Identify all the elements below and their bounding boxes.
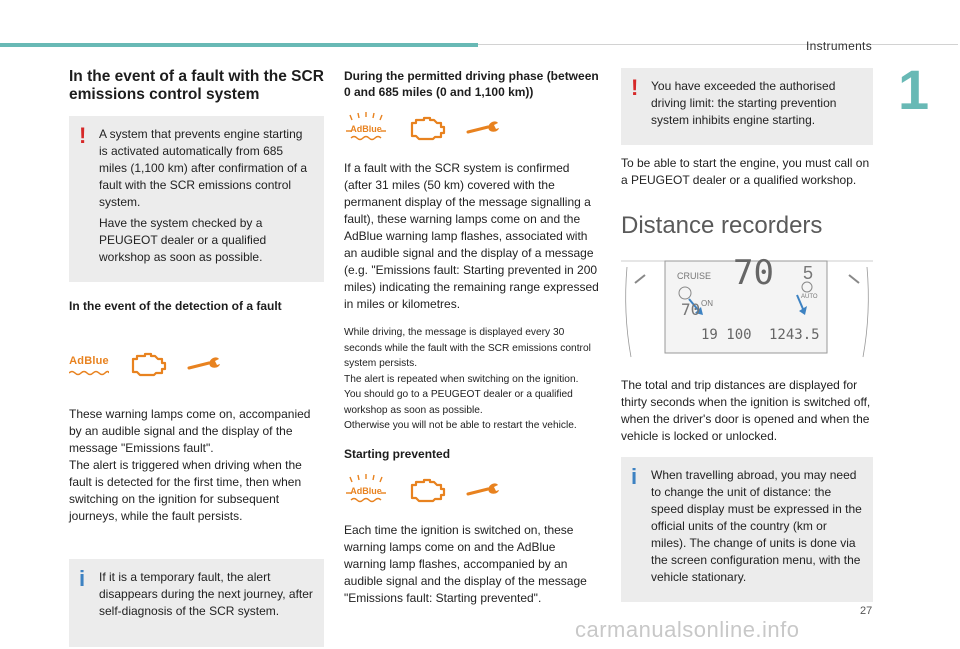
warning-text: You have exceeded the authorised driving limit: the starting prevention system inhibits engine starting. <box>651 79 837 127</box>
set-speed: 70 <box>681 300 701 319</box>
column-3 <box>621 68 873 602</box>
adblue-icon: AdBlue <box>69 353 109 376</box>
info-box <box>69 559 324 647</box>
info-text: If it is a temporary fault, the alert disappears during the next journey, after self-diagnosis of the SCR system. <box>99 570 313 618</box>
note-line: Otherwise you will not be able to restart the vehicle. <box>344 420 577 431</box>
flashing-lamps <box>344 108 599 148</box>
warning-text: A system that prevents engine starting is activated automatically from 685 miles (1,100 km) after confirmation of a fault with the SCR emissions control system. <box>99 127 308 209</box>
cruise-on-label: ON <box>701 299 713 308</box>
wrench-icon <box>187 355 221 373</box>
lamps-paragraph: These warning lamps come on, accompanied by an audible signal and the display of the message "Emissions fault". <box>69 407 311 455</box>
info-icon: i <box>631 464 638 489</box>
column-2 <box>344 68 599 615</box>
section-title: Instruments <box>806 39 872 53</box>
engine-icon <box>408 477 446 503</box>
note-line: The alert is repeated when switching on the ignition. <box>344 373 579 385</box>
permitted-phase-heading: During the permitted driving phase (between 0 and 685 miles (0 and 1,100 km)) <box>344 69 599 99</box>
info-text: When travelling abroad, you may need to change the unit of distance: the speed display must be expressed in the official units of the country (km or miles). The change of units is done via the screen configuration menu, with the vehicle stationary. <box>651 468 862 584</box>
total-distance: 19 100 <box>701 327 752 343</box>
warning-lamps <box>69 344 324 384</box>
trip-distance: 1243.5 <box>769 327 820 343</box>
watermark: carmanualsonline.info <box>575 617 800 642</box>
starting-prevented-heading: Starting prevented <box>344 446 451 461</box>
note-line: You should go to a PEUGEOT dealer or a qualified workshop as soon as possible. <box>344 389 573 416</box>
header-accent-bar <box>0 43 478 47</box>
note-line: While driving, the message is displayed every 30 seconds while the fault with the SCR emissions control system persists. <box>344 327 591 369</box>
detection-subheading: In the event of the detection of a fault <box>69 299 282 313</box>
starting-prevented-paragraph: Each time the ignition is switched on, these warning lamps come on and the AdBlue warning lamp flashes, accompanied by an audible signal and the display of the message "Emissions fault: Starting prevented". <box>344 522 587 605</box>
adblue-icon <box>344 473 388 507</box>
instrument-panel-illustration <box>621 253 873 363</box>
info-box <box>621 457 873 602</box>
distance-recorders-heading: Distance recorders <box>621 212 823 239</box>
lamps-paragraph: The alert is triggered when driving when the fault is detected for the first time, then when switching on the ignition for subsequent journeys, while the fault persists. <box>69 458 302 523</box>
auto-label: AUTO <box>801 294 818 300</box>
svg-text:AdBlue: AdBlue <box>350 485 382 496</box>
page-number: 27 <box>860 605 873 617</box>
svg-text:AdBlue: AdBlue <box>350 124 382 134</box>
engine-icon <box>129 351 167 377</box>
fault-heading: In the event of a fault with the SCR emissions control system <box>69 68 324 103</box>
warning-box <box>621 68 873 145</box>
wrench-icon <box>466 119 500 137</box>
dealer-paragraph: To be able to start the engine, you must call on a PEUGEOT dealer or a qualified workshop. <box>621 156 870 187</box>
adblue-icon <box>344 111 388 145</box>
exclamation-icon: ! <box>79 123 87 148</box>
speed-display: 70 <box>733 253 774 293</box>
driving-note <box>344 325 599 434</box>
info-icon: i <box>79 566 86 591</box>
cruise-label: CRUISE <box>677 271 712 281</box>
warning-text: Have the system checked by a PEUGEOT dealer or a qualified workshop as soon as possible. <box>99 216 267 264</box>
column-1 <box>69 68 324 647</box>
exclamation-icon: ! <box>631 75 639 100</box>
warning-box <box>69 116 324 282</box>
starting-lamps <box>344 470 599 510</box>
engine-icon <box>408 115 446 141</box>
distance-paragraph: The total and trip distances are displayed for thirty seconds when the ignition is switched off, when the driver's door is opened and when the vehicle is locked or unlocked. <box>621 378 871 443</box>
header-rule <box>478 44 958 45</box>
chapter-number: 1 <box>898 58 930 121</box>
wrench-icon <box>466 481 500 499</box>
confirmed-fault-paragraph: If a fault with the SCR system is confirmed (after 31 miles (50 km) covered with the permanent display of the message signalling a fault), these warning lamps come on and the AdBlue warning lamp flashes, associated with an audible signal and the display of a message (e.g. "Emissions fault: Starting prevented in 200 miles) indicating the remaining range expressed in miles or kilometres. <box>344 161 599 311</box>
gear-indicator: 5 <box>803 263 814 283</box>
